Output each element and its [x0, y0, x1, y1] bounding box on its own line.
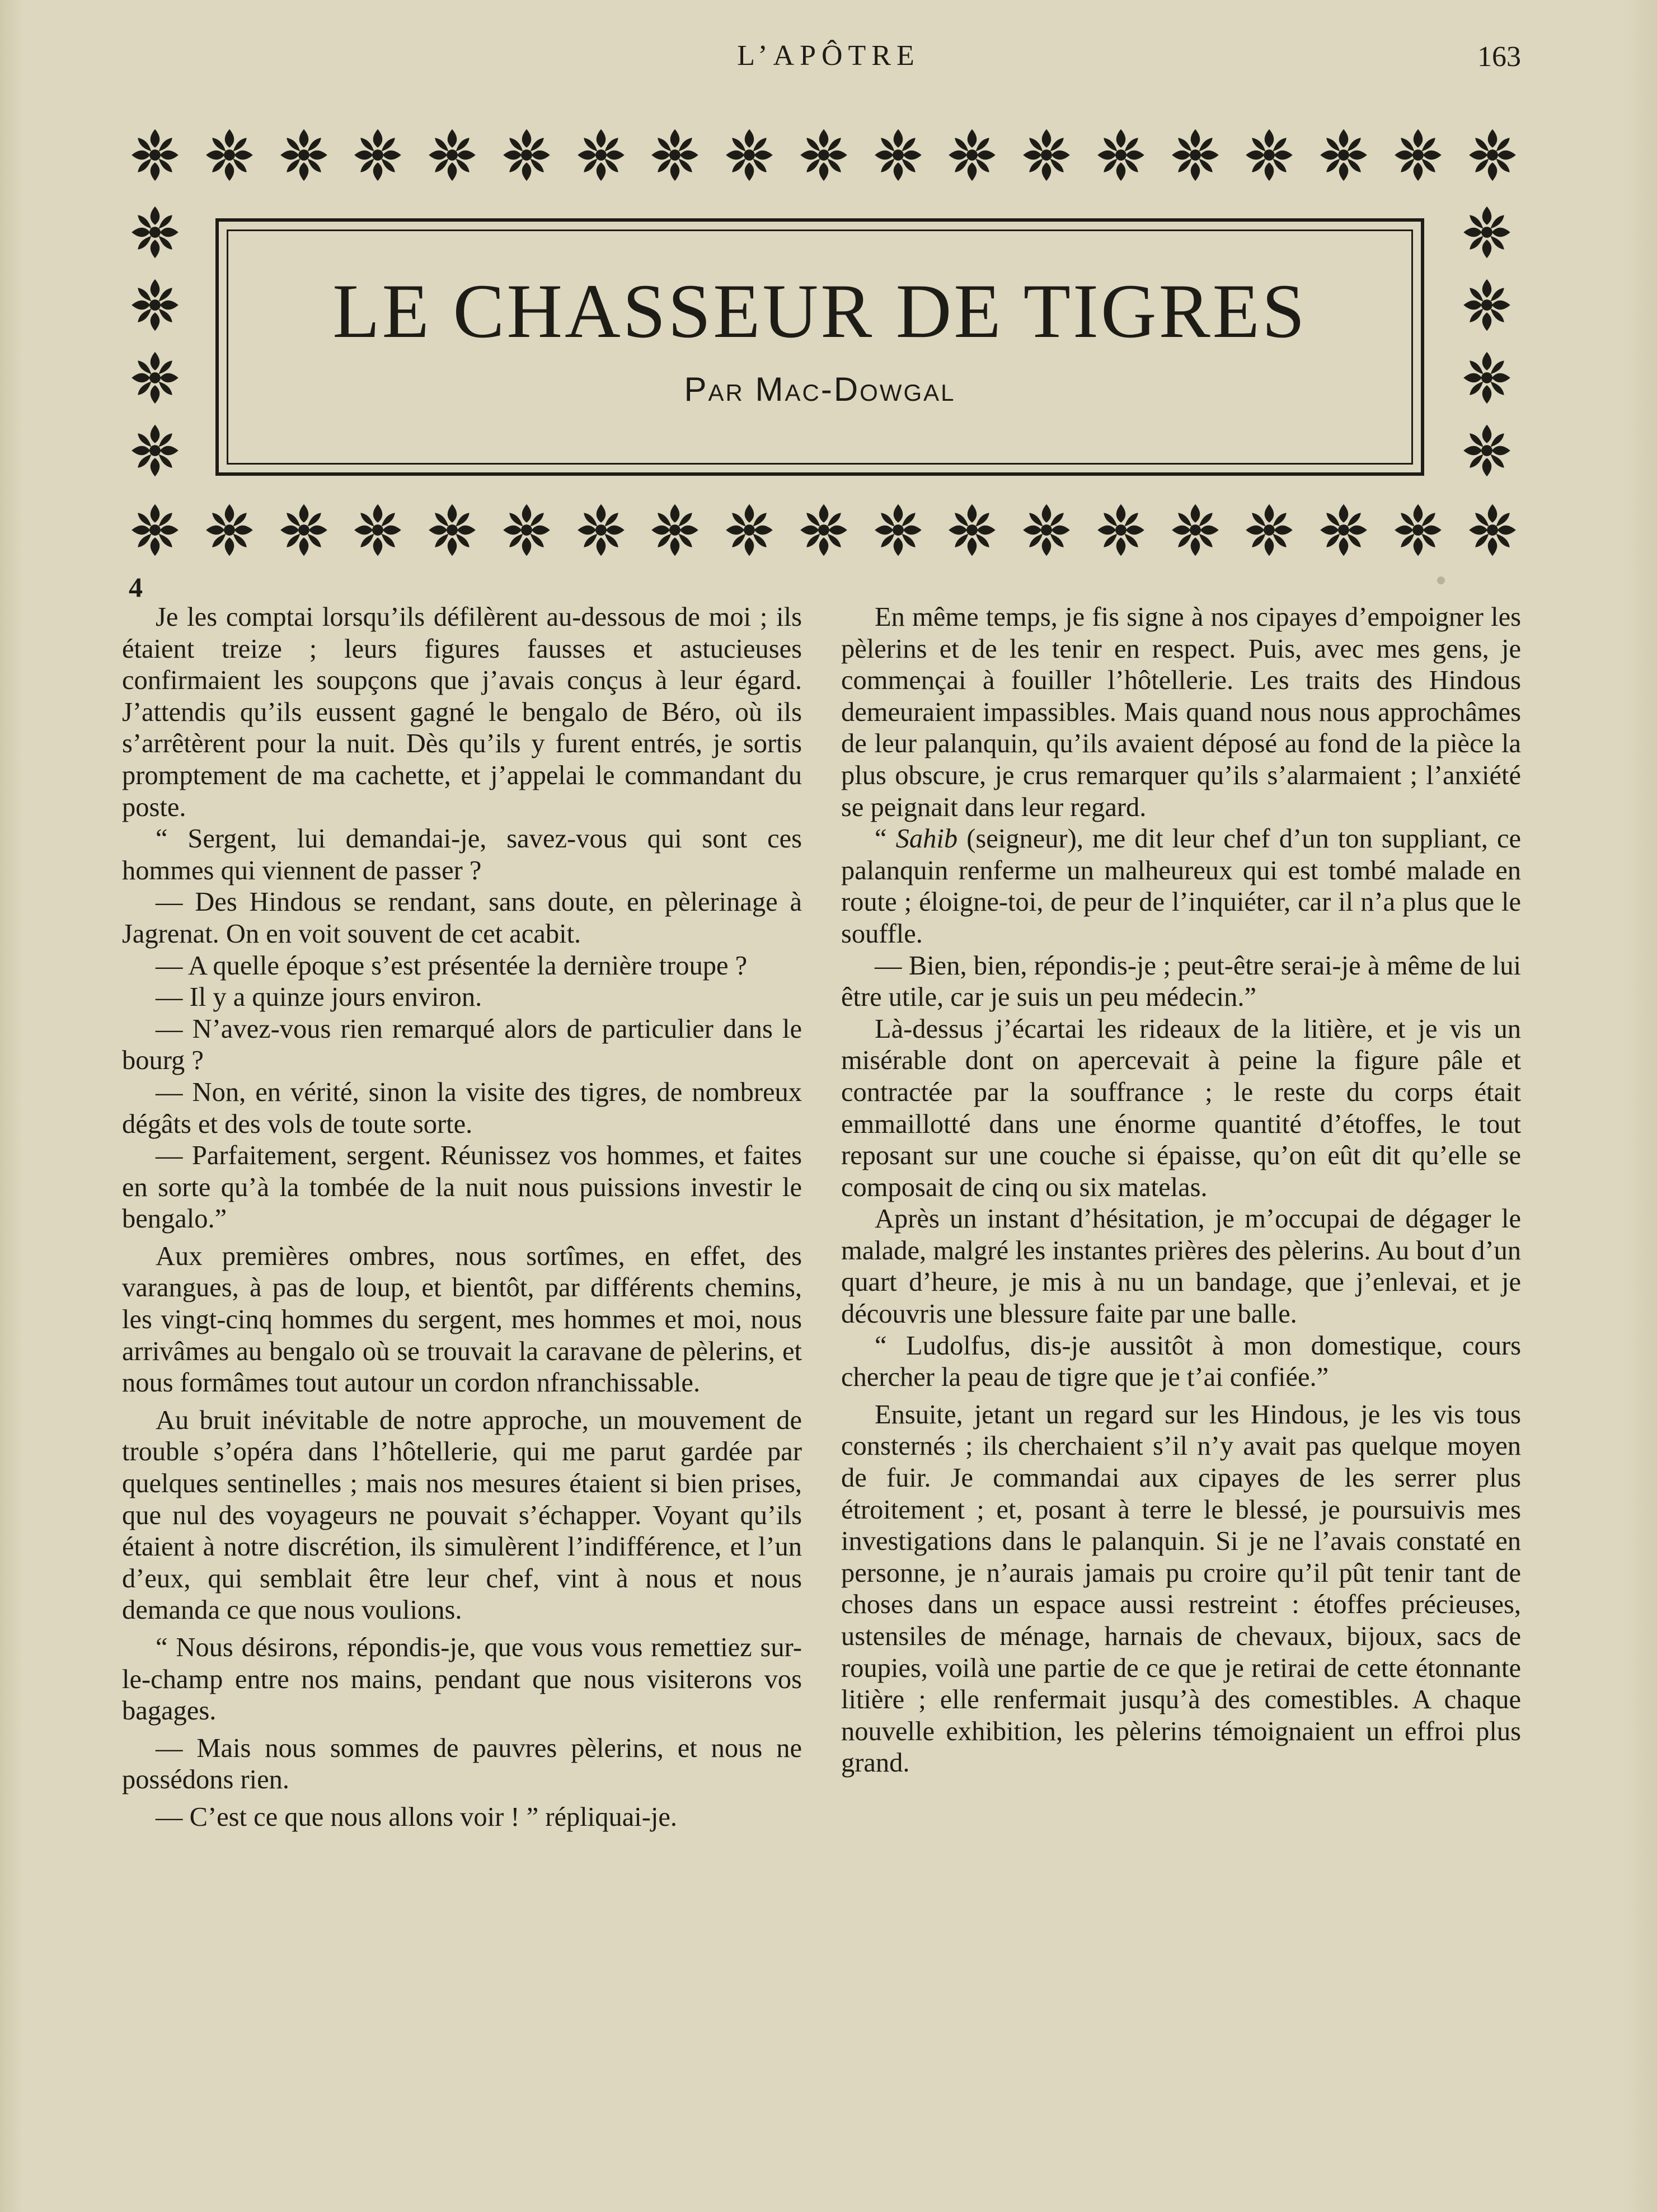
- paragraph: “ Nous désirons, répondis-je, que vous vous remettiez sur-le-champ entre nos mains, pendant que nous visiterons vos bagages.: [122, 1633, 802, 1726]
- fleuron-icon: [199, 499, 260, 561]
- paragraph: Après un instant d’hésitation, je m’occupai de dégager le malade, malgré les instantes prières des pèlerins. Au bout d’un quart d’heure, je mis à nu un bandage, que j’enlevai, et je découvris une blessure faite par une balle.: [841, 1204, 1521, 1329]
- fleuron-icon: [124, 499, 186, 561]
- fleuron-icon: [1456, 274, 1518, 336]
- fleuron-icon: [1090, 499, 1152, 561]
- paragraph: — Non, en vérité, sinon la visite des tigres, de nombreux dégâts et des vols de toute sorte.: [122, 1077, 802, 1139]
- fleuron-icon: [1456, 347, 1518, 409]
- fleuron-icon: [496, 124, 557, 186]
- ornament-border-right: [1456, 201, 1518, 481]
- paragraph: — C’est ce que nous allons voir ! ” répliquai-je.: [156, 1802, 678, 1832]
- fleuron-icon: [793, 124, 855, 186]
- fleuron-icon: [1016, 499, 1077, 561]
- fleuron-icon: [570, 124, 632, 186]
- paragraph: Ensuite, jetant un regard sur les Hindous, je les vis tous consternés ; ils cherchaient s’il n’y avait pas quelque moyen de fuir. Je commandai aux cipayes de les serrer plus étroitement ; et, posant à terre le blessé, je poursuivis mes investigations dans le palanquin. Si je ne l’avais constaté en personne, je n’aurais jamais pu croire qu’il pût tenir tant de choses dans un espace aussi restreint : étoffes précieuses, ustensiles de ménage, harnais de chevaux, bijoux, sacs de roupies, voilà une partie de ce que je retirai de cette étonnante litière ; elle renfermait jusqu’à des comestibles. A chaque nouvelle exhibition, les pèlerins témoignaient un effroi plus grand.: [841, 1399, 1521, 1778]
- fleuron-icon: [1238, 124, 1300, 186]
- fleuron-icon: [719, 124, 780, 186]
- article-title: LE CHASSEUR DE TIGRES: [332, 268, 1307, 354]
- fleuron-icon: [644, 124, 706, 186]
- paragraph: “ Ludolfus, dis-je aussitôt à mon domestique, cours chercher la peau de tigre que je t’ai confiée.”: [841, 1330, 1521, 1393]
- fleuron-icon: [941, 124, 1003, 186]
- ornament-border-bottom: [124, 499, 1523, 561]
- title-box: [215, 218, 1424, 476]
- text-column-right: [841, 602, 1521, 1779]
- fleuron-icon: [124, 124, 186, 186]
- fleuron-icon: [1456, 201, 1518, 263]
- paragraph: — Bien, bien, répondis-je ; peut-être serai-je à même de lui être utile, car je suis un peu médecin.”: [841, 950, 1521, 1013]
- fleuron-icon: [1016, 124, 1077, 186]
- fleuron-icon: [1090, 124, 1152, 186]
- quote-open: “: [875, 824, 896, 854]
- fleuron-icon: [867, 499, 929, 561]
- fleuron-icon: [273, 499, 335, 561]
- paragraph: Je les comptai lorsqu’ils défilèrent au-dessous de moi ; ils étaient treize ; leurs figures fausses et astucieuses confirmaient les soupçons que j’avais conçus à leur égard. J’attendis qu’ils eussent gagné le bengalo de Béro, où ils s’arrêtèrent pour la nuit. Dès qu’ils y furent entrés, je sortis promptement de ma cachette, et j’appelai le commandant du poste.: [122, 602, 802, 822]
- fleuron-icon: [941, 499, 1003, 561]
- fleuron-icon: [1462, 124, 1523, 186]
- section-marker: 4: [129, 571, 143, 603]
- paragraph: En même temps, je fis signe à nos cipayes d’empoigner les pèlerins et de les tenir en respect. Puis, avec mes gens, je commençai à fouiller l’hôtellerie. Les traits des Hindous demeuraient impassibles. Mais quand nous nous approchâmes de leur palanquin, qu’ils avaient déposé au fond de la pièce la plus obscure, je crus remarquer qu’ils s’alarmaient ; l’anxiété se peignait dans leur regard.: [841, 602, 1521, 822]
- running-title: L’APÔTRE: [737, 40, 920, 72]
- fleuron-icon: [1165, 499, 1226, 561]
- fleuron-icon: [124, 420, 186, 481]
- ornament-border-left: [124, 201, 186, 481]
- paragraph: Au bruit inévitable de notre approche, un mouvement de trouble s’opéra dans l’hôtellerie, qui me parut gardée par quelques sentinelles ; mais nos mesures étaient si bien prises, que nul des voyageurs ne pouvait s’échapper. Voyant qu’ils étaient à notre discrétion, ils simulèrent l’indifférence, et l’un d’eux, qui semblait être leur chef, vint à nous et nous demanda ce que nous voulions.: [122, 1405, 802, 1625]
- paragraph: [841, 823, 1521, 950]
- paragraph: — A quelle époque s’est présentée la dernière troupe ?: [156, 950, 748, 981]
- fleuron-icon: [124, 274, 186, 336]
- paragraph: — Mais nous sommes de pauvres pèlerins, et nous ne possédons rien.: [122, 1733, 802, 1795]
- fleuron-icon: [1313, 124, 1374, 186]
- text-column-left: [122, 602, 802, 1834]
- fleuron-icon: [1238, 499, 1300, 561]
- fleuron-icon: [1462, 499, 1523, 561]
- fleuron-icon: [644, 499, 706, 561]
- paragraph: Aux premières ombres, nous sortîmes, en effet, des varangues, à pas de loup, et bientôt, par différents chemins, les vingt-cinq hommes du sergent, mes hommes et moi, nous arrivâmes au bengalo où se trouvait la caravane de pèlerins, et nous formâmes tout autour un cordon nfranchissable.: [122, 1241, 802, 1398]
- fleuron-icon: [1313, 499, 1374, 561]
- paragraph-rest: (seigneur), me dit leur chef d’un ton suppliant, ce palanquin renferme un malheureux qui est tombé malade en route ; éloigne-toi, de peur de l’inquiéter, car il n’a plus que le souffle.: [841, 824, 1521, 949]
- paragraph: — Des Hindous se rendant, sans doute, en pèlerinage à Jagrenat. On en voit souvent de cet acabit.: [122, 887, 802, 949]
- paragraph: “ Sergent, lui demandai-je, savez-vous qui sont ces hommes qui viennent de passer ?: [122, 824, 802, 885]
- fleuron-icon: [421, 499, 483, 561]
- paragraph: — Il y a quinze jours environ.: [156, 982, 482, 1013]
- fleuron-icon: [347, 124, 409, 186]
- fleuron-icon: [1456, 420, 1518, 481]
- fleuron-icon: [273, 124, 335, 186]
- fleuron-icon: [1387, 124, 1449, 186]
- fleuron-icon: [347, 499, 409, 561]
- fleuron-icon: [1387, 499, 1449, 561]
- paragraph: — Parfaitement, sergent. Réunissez vos hommes, et faites en sorte qu’à la tombée de la nuit nous puissions investir le bengalo.”: [122, 1141, 802, 1234]
- article-byline: Par Mac-Dowgal: [684, 371, 956, 408]
- fleuron-icon: [421, 124, 483, 186]
- italic-word: Sahib: [895, 824, 958, 854]
- page-number: 163: [1477, 41, 1521, 73]
- fleuron-icon: [124, 201, 186, 263]
- fleuron-icon: [1165, 124, 1226, 186]
- paragraph: Là-dessus j’écartai les rideaux de la litière, et je vis un misérable dont on apercevait à peine la figure pâle et contractée par la souffrance ; le reste du corps était emmaillotté dans une énorme quantité d’étoffes, le tout reposant sur une couche si épaisse, qu’on eût dit qu’elle se composait de cinq ou six matelas.: [841, 1014, 1521, 1202]
- fleuron-icon: [867, 124, 929, 186]
- paragraph: — N’avez-vous rien remarqué alors de particulier dans le bourg ?: [122, 1014, 802, 1076]
- fleuron-icon: [124, 347, 186, 409]
- fleuron-icon: [570, 499, 632, 561]
- fleuron-icon: [719, 499, 780, 561]
- ornament-border-top: [124, 124, 1523, 186]
- fleuron-icon: [199, 124, 260, 186]
- fleuron-icon: [496, 499, 557, 561]
- fleuron-icon: [793, 499, 855, 561]
- speck-mark: [1437, 577, 1445, 584]
